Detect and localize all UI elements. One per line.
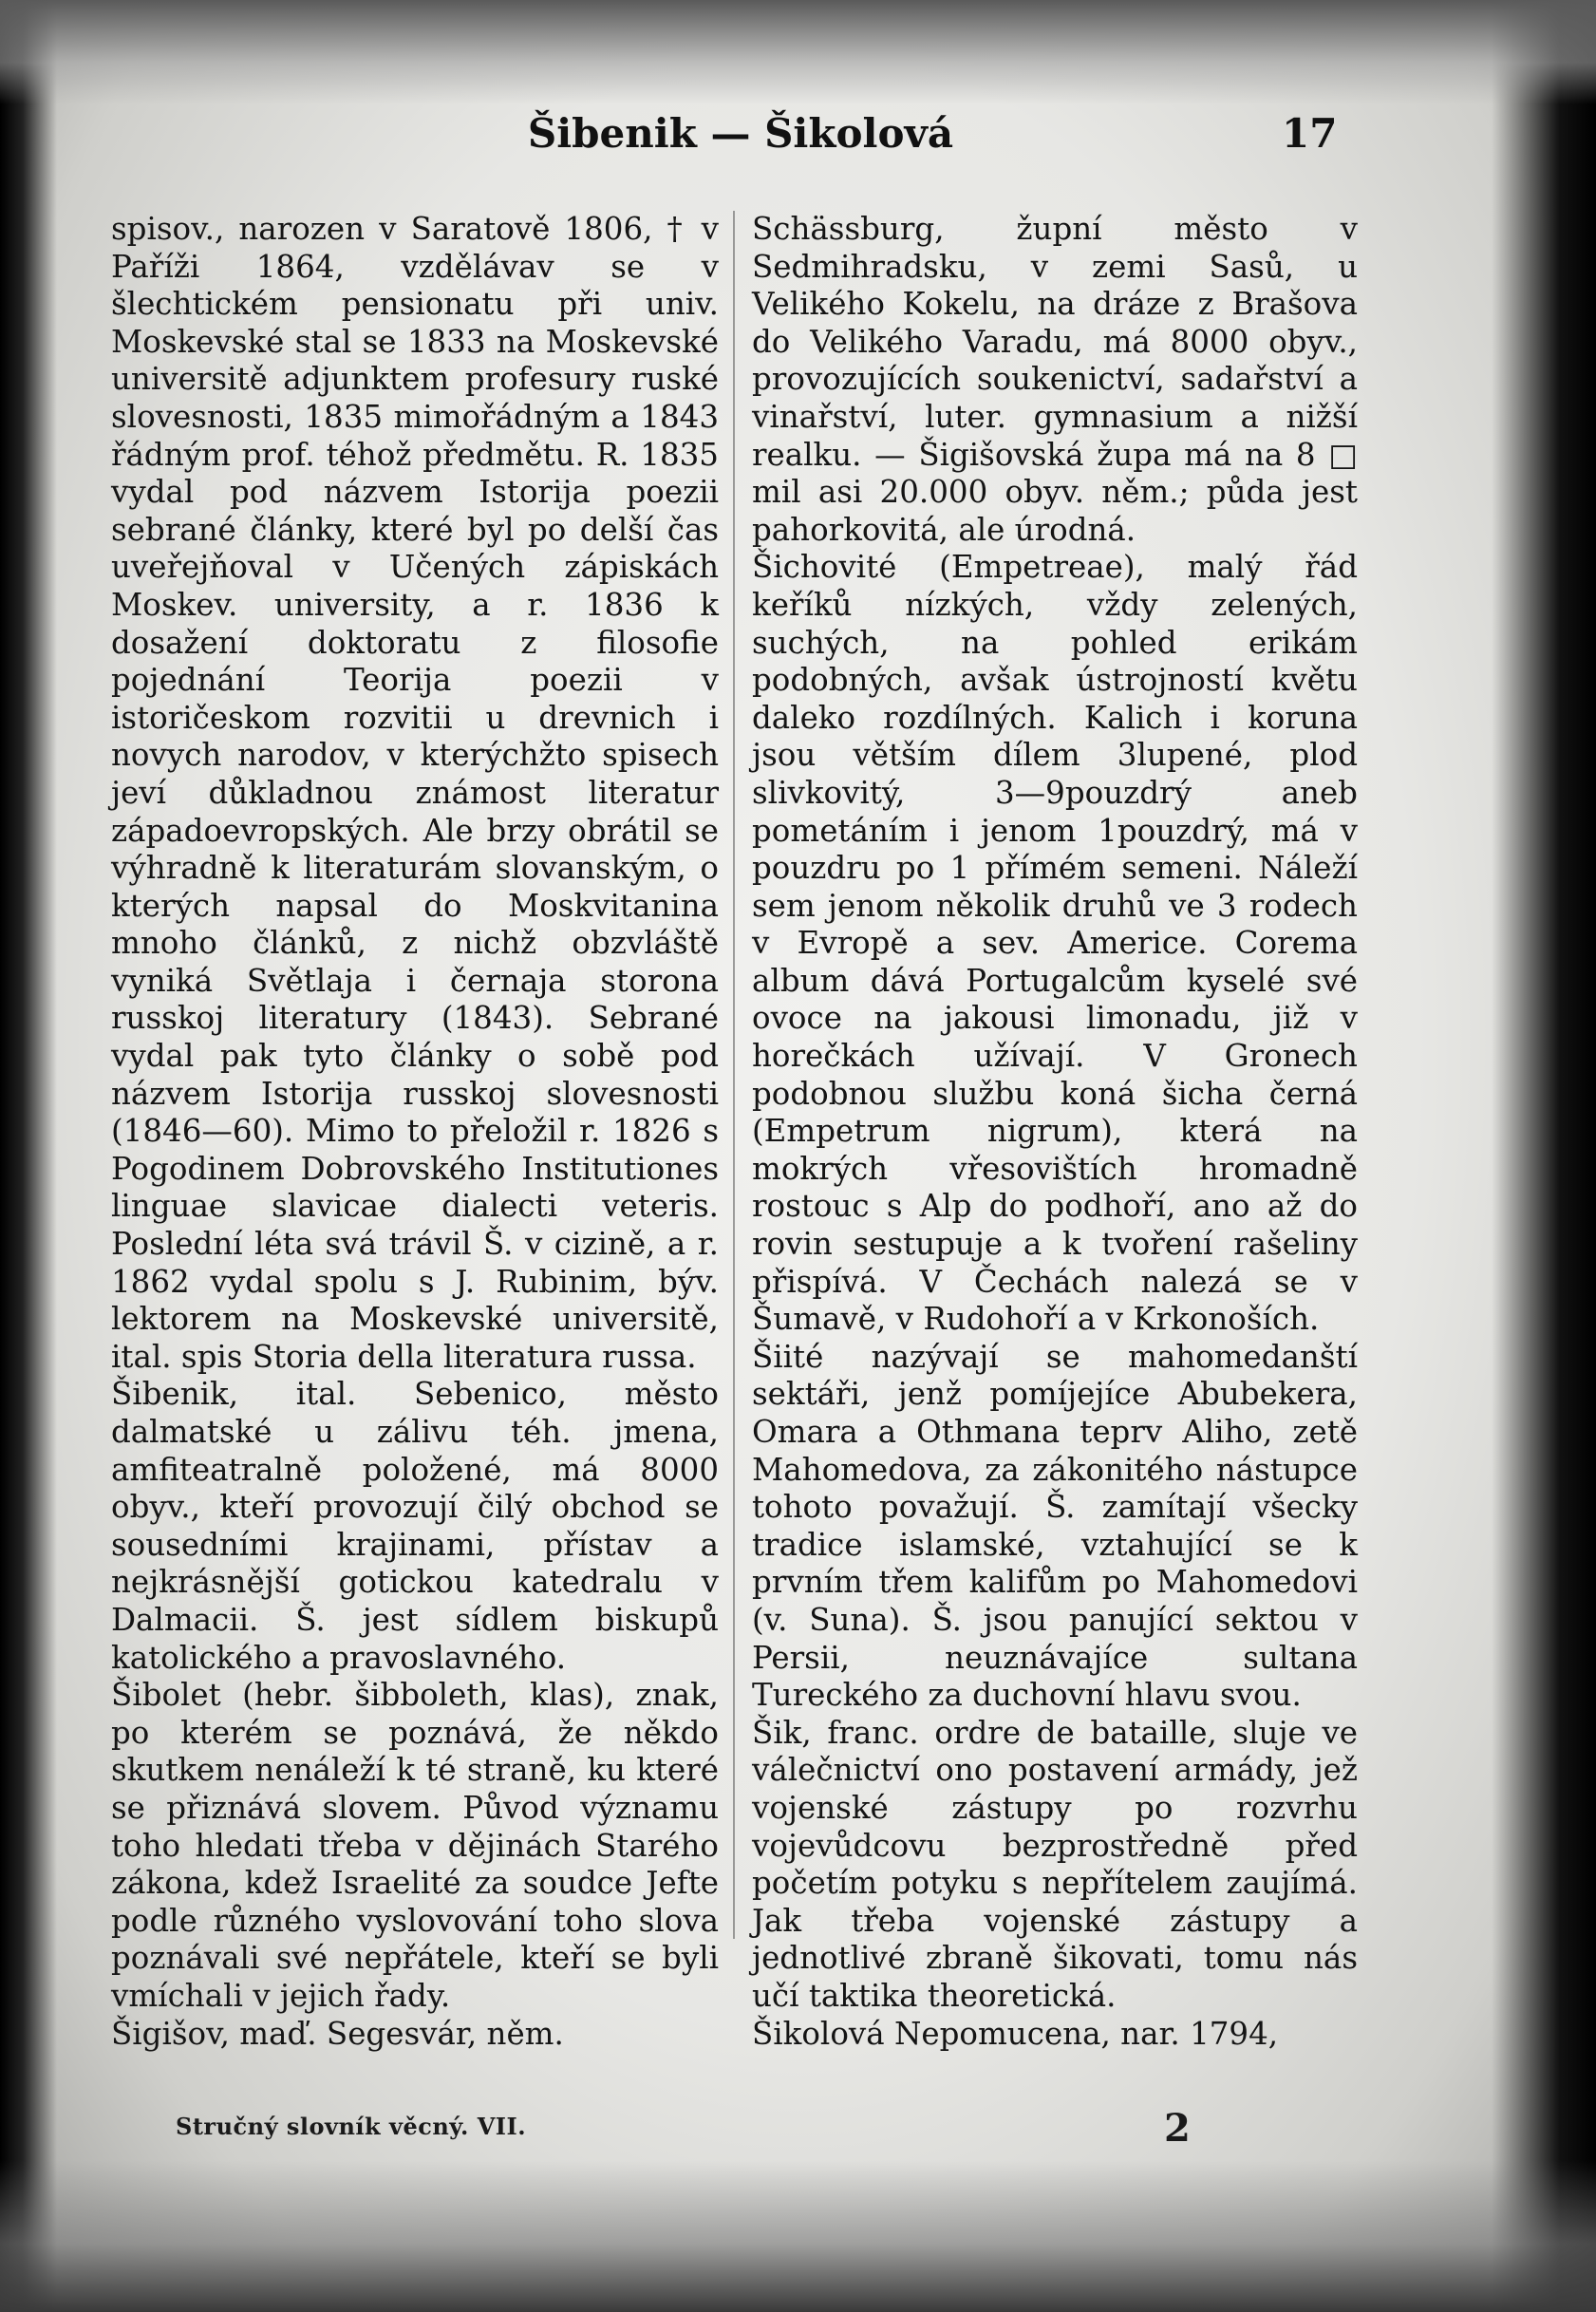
printer-signature: Stručný slovník věcný. VII. bbox=[176, 2113, 527, 2140]
scan-shadow-top bbox=[0, 0, 1596, 104]
page-number: 17 bbox=[1282, 110, 1338, 157]
entry-sik: Šik, franc. ordre de bataille, sluje ve válečnictví ono postavení armády, jež vojenské zástupy po rozvrhu vojevůdcovu bezprostředně před početím potyku s nepřítelem zaujímá. Jak třeba vojenské zástupy a jednotlivé zbraně šikovati, tomu nás učí taktika theoretická. bbox=[752, 1714, 1358, 2014]
sheet-number: 2 bbox=[1164, 2106, 1191, 2151]
running-title: Šibenik — Šikolová bbox=[527, 110, 954, 157]
running-header bbox=[0, 110, 1596, 171]
left-column bbox=[111, 211, 719, 2053]
scan-shadow-left bbox=[0, 0, 57, 2312]
scan-shadow-bottom bbox=[0, 2160, 1596, 2312]
entry-sigisov: Šigišov, maď. Segesvár, něm. bbox=[111, 2015, 564, 2052]
entry-sibenik: Šibenik, ital. Sebenico, město dalmatské u zálivu téh. jmena, amfiteatralně položené, má 8000 obyv., kteří provozují čilý obchod se sousedními krajinami, přístav a nejkrásnější gotickou katedralu v Dalmacii. Š. jest sídlem biskupů katolického a pravoslavného. bbox=[111, 1376, 719, 1676]
text-paragraph: Schässburg, župní město v Sedmihradsku, v zemi Sasů, u Velikého Kokelu, na dráze z Brašova do Velikého Varadu, má 8000 obyv., provozujících soukenictví, sadařství a vinařství, luter. gymnasium a nižší realku. — Šigišovská župa má na 8 □ mil asi 20.000 obyv. něm.; půda jest pahorkovitá, ale úrodná. bbox=[752, 211, 1358, 548]
entry-sibolet: Šibolet (hebr. šibboleth, klas), znak, po kterém se poznává, že někdo skutkem nenáleží k té straně, ku které se přiznává slovem. Původ významu toho hledati třeba v dějinách Starého zákona, kdež Israelité za soudce Jefte podle různého vyslovování toho slova poznávali své nepřátele, kteří se byli vmíchali v jejich řady. bbox=[111, 1677, 719, 2014]
column-divider bbox=[733, 211, 735, 1939]
entry-sichovite: Šichovité (Empetreae), malý řád keříků nízkých, vždy zelených, suchých, na pohled erikám podobných, avšak ústrojností květu daleko rozdílných. Kalich i koruna jsou větším dílem 3lupené, plod slivkovitý, 3—9pouzdrý aneb pometáním i jenom 1pouzdrý, má v pouzdru po 1 přímém semeni. Náleží sem jenom několik druhů ve 3 rodech v Evropě a sev. Americe. Corema album dává Portugalcům kyselé své ovoce na jakousi limonadu, již v horečkách užívají. V Gronech podobnou službu koná šicha černá (Empetrum nigrum), která na mokrých vřesovištích hromadně rostouc s Alp do podhoří, ano až do rovin sestupuje a k tvoření rašeliny přispívá. V Čechách nalezá se v Šumavě, v Rudohoří a v Krkonoších. bbox=[752, 549, 1358, 1338]
entry-siite: Šiité nazývají se mahomedanští sektáři, jenž pomíjejíce Abubekera, Omara a Othmana teprv Aliho, zetě Mahomedova, za zákonitého nástupce tohoto považují. Š. zamítají všecky tradice islamské, vztahující se k prvním třem kalifům po Mahomedovi (v. Suna). Š. jsou panující sektou v Persii, neuznávajíce sultana Tureckého za duchovní hlavu svou. bbox=[752, 1338, 1358, 1714]
entry-sikolova: Šikolová Nepomucena, nar. 1794, bbox=[752, 2015, 1279, 2052]
scan-shadow-right bbox=[1492, 0, 1596, 2312]
right-column bbox=[752, 211, 1358, 2053]
text-paragraph: spisov., narozen v Saratově 1806, † v Paříži 1864, vzdělávav se v šlechtickém pensionatu při univ. Moskevské stal se 1833 na Moskevské universitě adjunktem profesury ruské slovesnosti, 1835 mimořádným a 1843 řádným prof. téhož předmětu. R. 1835 vydal pod názvem Istorija poezii sebrané články, které byl po delší čas uveřejňoval v Učených zápiskách Moskev. university, a r. 1836 k dosažení doktoratu z filosofie pojednání Teorija poezii v istoričeskom rozvitii u drevnich i novych narodov, v kterýchžto spisech jeví důkladnou známost literatur západoevropských. Ale brzy obrátil se výhradně k literaturám slovanským, o kterých napsal do Moskvitanina mnoho článků, z nichž obzvláště vyniká Světlaja i černaja storona russkoj literatury (1843). Sebrané vydal pak tyto články o sobě pod názvem Istorija russkoj slovesnosti (1846—60). Mimo to přeložil r. 1826 s Pogodinem Dobrovského Institutiones linguae slavicae dialecti veteris. Poslední léta svá trávil Š. v cizině, a r. 1862 vydal spolu s J. Rubinim, býv. lektorem na Moskevské universitě, ital. spis Storia della literatura russa. bbox=[111, 211, 719, 1375]
